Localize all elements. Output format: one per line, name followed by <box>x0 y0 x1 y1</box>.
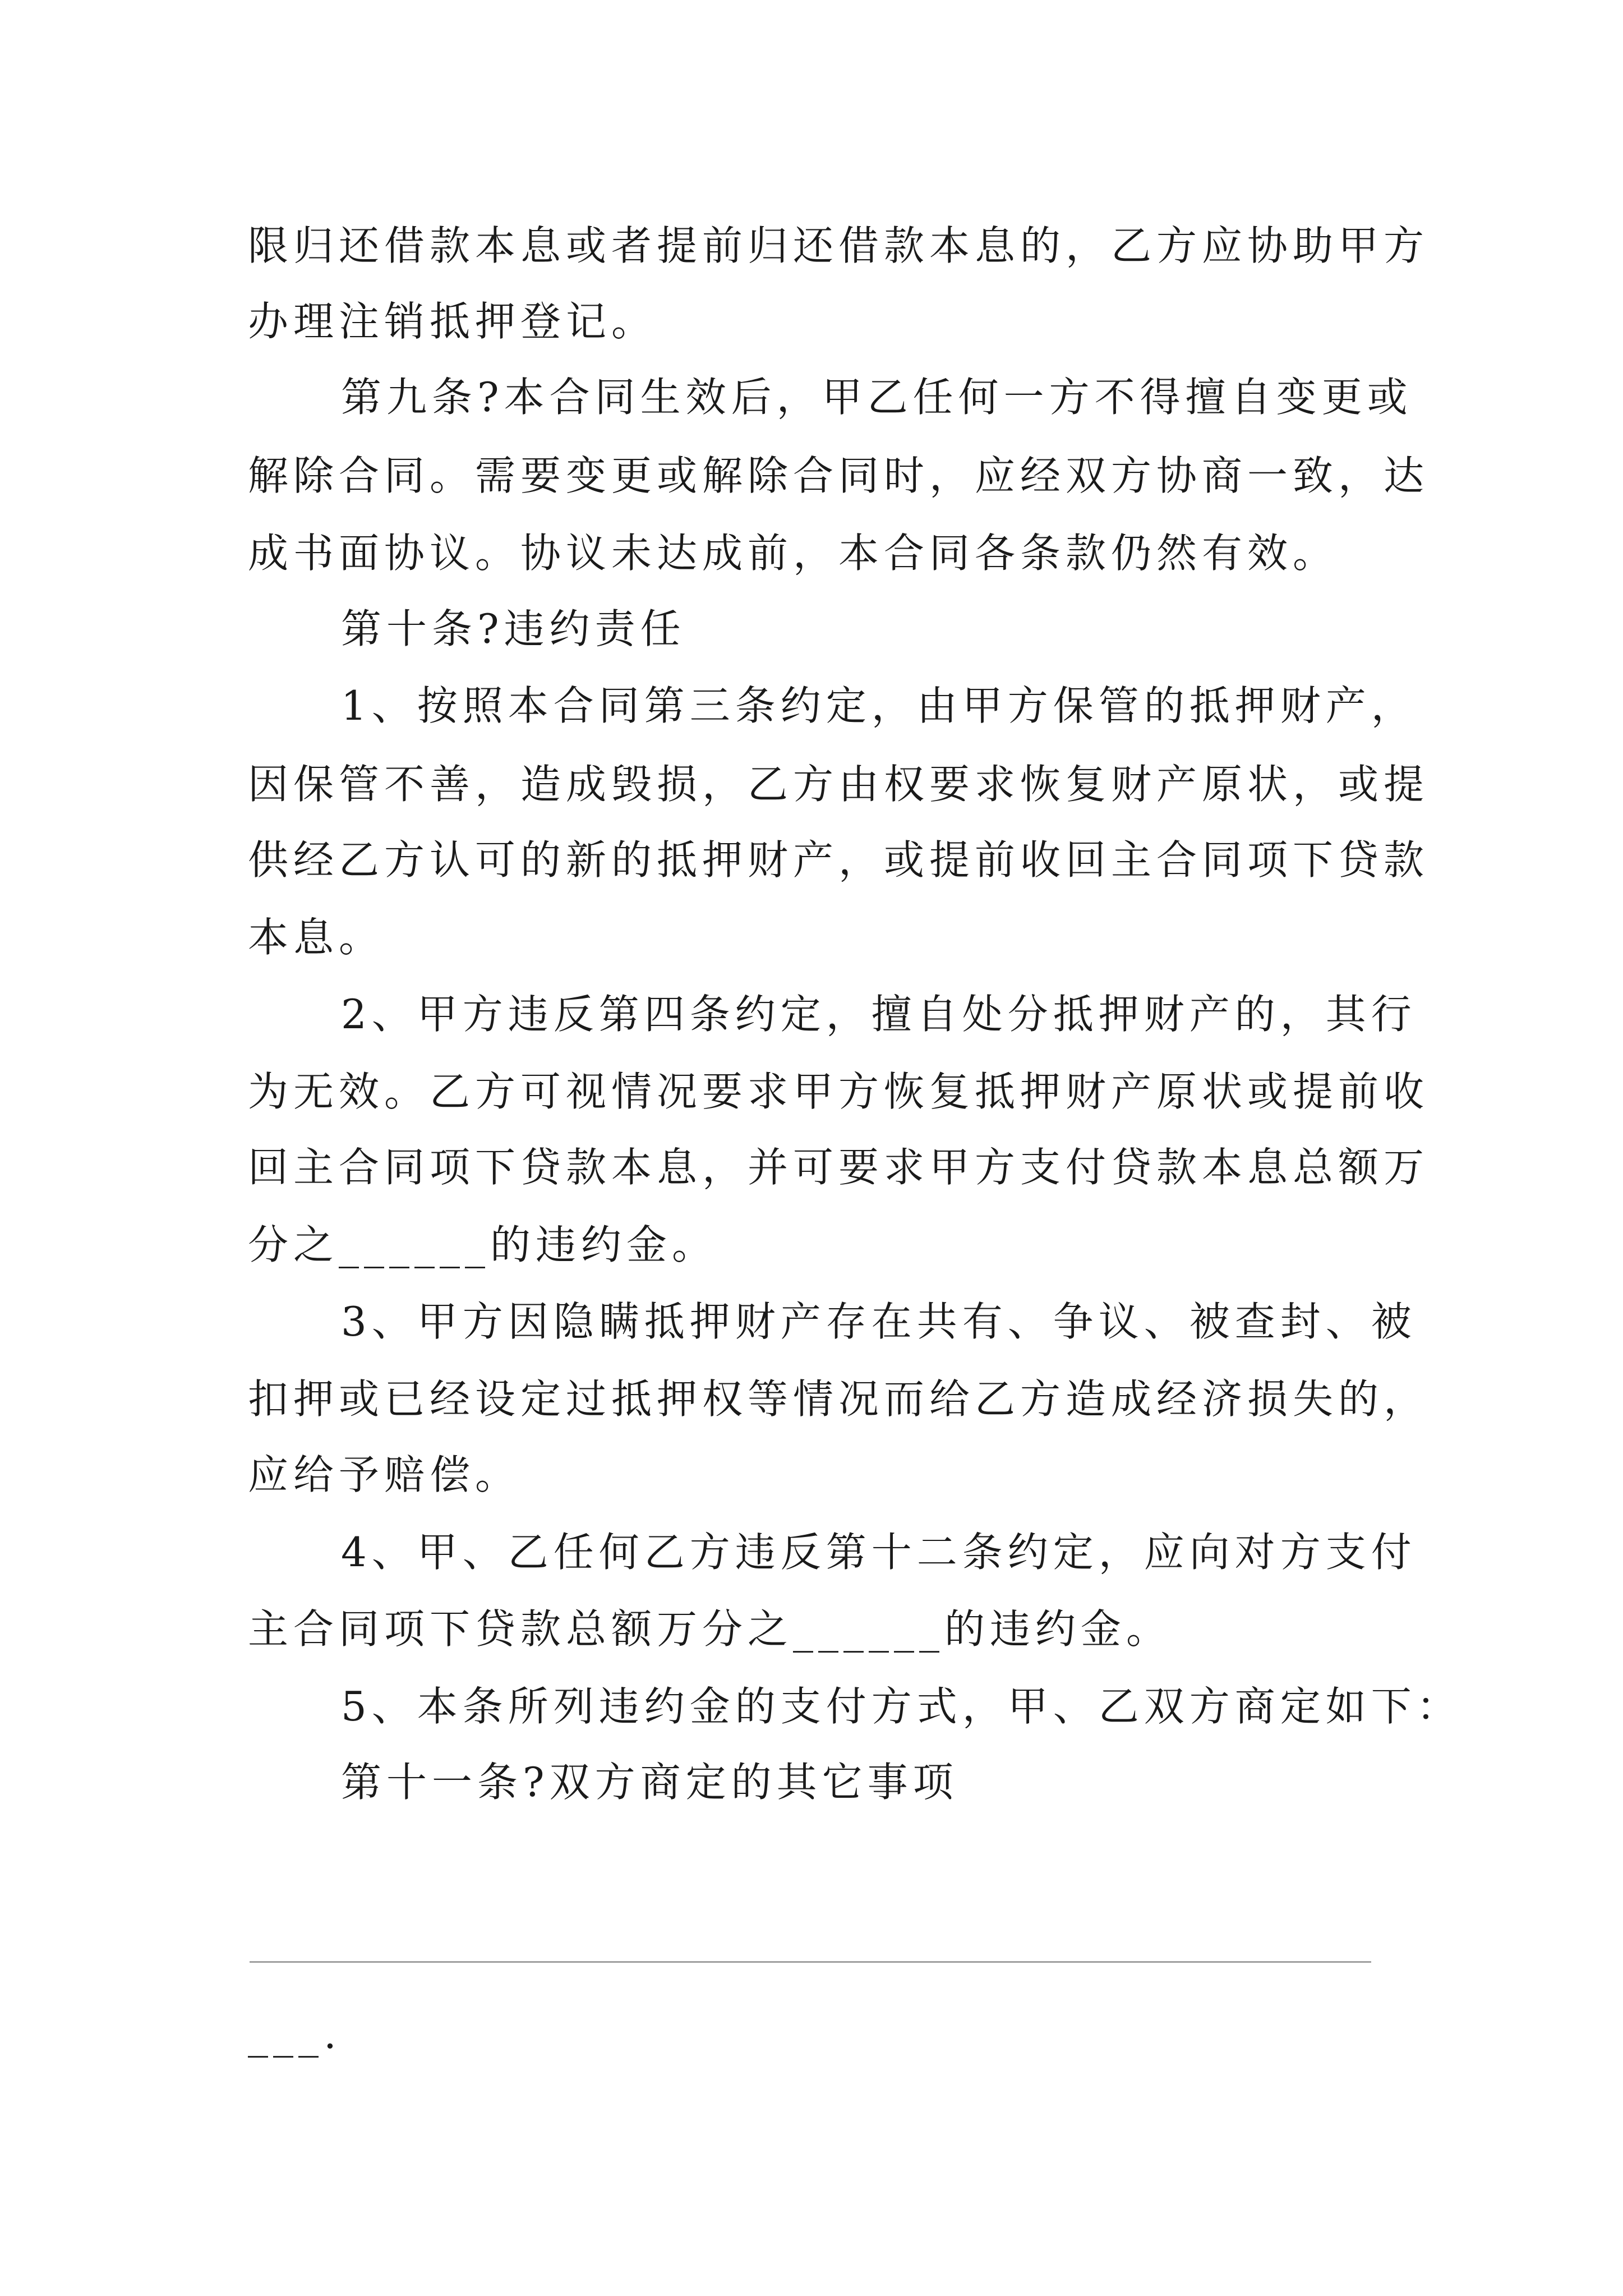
blank-fill-tail: ___. <box>248 2010 342 2058</box>
text-line-8: 因保管不善，造成毁损，乙方由权要求恢复财产原状，或提 <box>248 761 1430 808</box>
text-line-14: 分之______的违约金。 <box>248 1221 718 1268</box>
text-line-18: 4、甲、乙任何乙方违反第十二条约定，应向对方支付 <box>341 1529 1417 1576</box>
text-line-2: 办理注销抵押登记。 <box>248 298 657 345</box>
text-line-13: 回主合同项下贷款本息，并可要求甲方支付贷款本息总额万 <box>248 1144 1430 1191</box>
text-line-3: 第九条?本合同生效后，甲乙任何一方不得擅自变更或 <box>341 374 1413 421</box>
text-line-21: 第十一条?双方商定的其它事项 <box>341 1759 958 1806</box>
text-line-9: 供经乙方认可的新的抵押财产，或提前收回主合同项下贷款 <box>248 836 1430 884</box>
text-line-11: 2、甲方违反第四条约定，擅自处分抵押财产的，其行 <box>341 991 1417 1038</box>
text-line-16: 扣押或已经设定过抵押权等情况而给乙方造成经济损失的， <box>248 1375 1430 1423</box>
text-line-20: 5、本条所列违约金的支付方式，甲、乙双方商定如下： <box>341 1683 1462 1730</box>
text-line-4: 解除合同。需要变更或解除合同时，应经双方协商一致，达 <box>248 452 1430 499</box>
blank-fill-line <box>250 1961 1371 1963</box>
text-line-6: 第十条?违约责任 <box>341 605 686 652</box>
text-line-5: 成书面协议。协议未达成前，本合同各条款仍然有效。 <box>248 530 1339 577</box>
text-line-1: 限归还借款本息或者提前归还借款本息的，乙方应协助甲方 <box>248 222 1430 269</box>
text-line-19: 主合同项下贷款总额万分之______的违约金。 <box>248 1605 1172 1653</box>
text-line-10: 本息。 <box>248 914 385 961</box>
text-line-17: 应给予赔偿。 <box>248 1451 521 1498</box>
text-line-12: 为无效。乙方可视情况要求甲方恢复抵押财产原状或提前收 <box>248 1068 1430 1115</box>
text-line-7: 1、按照本合同第三条约定，由甲方保管的抵押财产， <box>341 682 1417 729</box>
text-line-15: 3、甲方因隐瞒抵押财产存在共有、争议、被查封、被 <box>341 1298 1417 1345</box>
